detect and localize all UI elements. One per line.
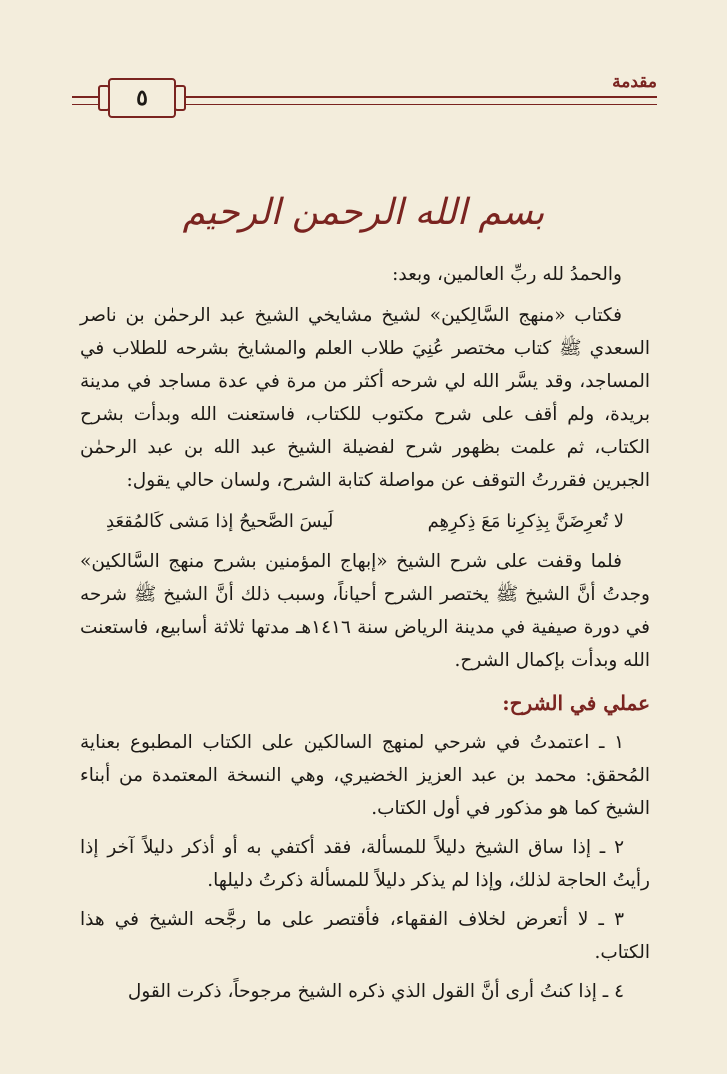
- page-header: [72, 68, 657, 120]
- poetry-verse: [80, 505, 650, 539]
- chapter-title: مقدمة: [612, 72, 657, 92]
- opening-text: والحمدُ لله ربِّ العالمين، وبعد:: [392, 264, 622, 285]
- section-heading: عملي في الشرح:: [502, 691, 650, 715]
- verse-first-hemistich: لا تُعرِضَنَّ بِذِكرِنا مَعَ ذِكرِهِم: [427, 511, 624, 532]
- basmala-calligraphy: بسم الله الرحمن الرحيم: [182, 192, 545, 233]
- text-body: [80, 258, 650, 1014]
- page-number-frame: [108, 78, 176, 118]
- paragraph-ibhaj: فلما وقفت على شرح الشيخ «إبهاج المؤمنين بشرح منهج السَّالكين» وجدتُ أنَّ الشيخ ﷺ يختصر الشرح أحياناً، وسبب ذلك أنَّ الشيخ ﷺ شرحه في دورة صيفية في مدينة الرياض سنة ١٤١٦هـ مدتها ثلاثة أسابيع، فاستعنت الله وبدأت بإكمال الشرح.: [80, 551, 650, 671]
- opening-line: [80, 258, 650, 291]
- verse-second-hemistich: لَيسَ الصَّحيحُ إذا مَشى كَالمُقعَدِ: [106, 511, 334, 532]
- list-item: ١ ـ اعتمدتُ في شرحي لمنهج السالكين على الكتاب المطبوع بعناية المُحقق: محمد بن عبد العزيز الخضيري، وهي النسخة المعتمدة من أبناء الشيخ كما هو مذكور في أول الكتاب.: [80, 732, 650, 819]
- paragraph-intro: فكتاب «منهج السَّالِكين» لشيخ مشايخي الشيخ عبد الرحمٰن بن ناصر السعدي ﷺ كتاب مختصر عُنِيَ طلاب العلم والمشايخ بشرحه للطلاب في المساجد، وقد يسَّر الله لي شرحه أكثر من مرة في عدة مساجد في مدينة بريدة، ولم أقف على شرح مكتوب للكتاب، فاستعنت الله وبدأت بشرح الكتاب، ثم علمت بظهور شرح لفضيلة الشيخ عبد الله بن عبد الرحمٰن الجبرين فقررتُ التوقف عن مواصلة كتابة الشرح، ولسان حالي يقول:: [80, 305, 650, 491]
- list-item: ٤ ـ إذا كنتُ أرى أنَّ القول الذي ذكره الشيخ مرجوحاً، ذكرت القول: [127, 981, 624, 1002]
- list-item: ٣ ـ لا أتعرض لخلاف الفقهاء، فأقتصر على ما رجَّحه الشيخ في هذا الكتاب.: [80, 909, 650, 963]
- page-number: ٥: [136, 85, 148, 111]
- list-item: ٢ ـ إذا ساق الشيخ دليلاً للمسألة، فقد أكتفي به أو أذكر دليلاً آخر إذا رأيتُ الحاجة لذلك، وإذا لم يذكر دليلاً للمسألة ذكرتُ دليلها.: [80, 837, 650, 891]
